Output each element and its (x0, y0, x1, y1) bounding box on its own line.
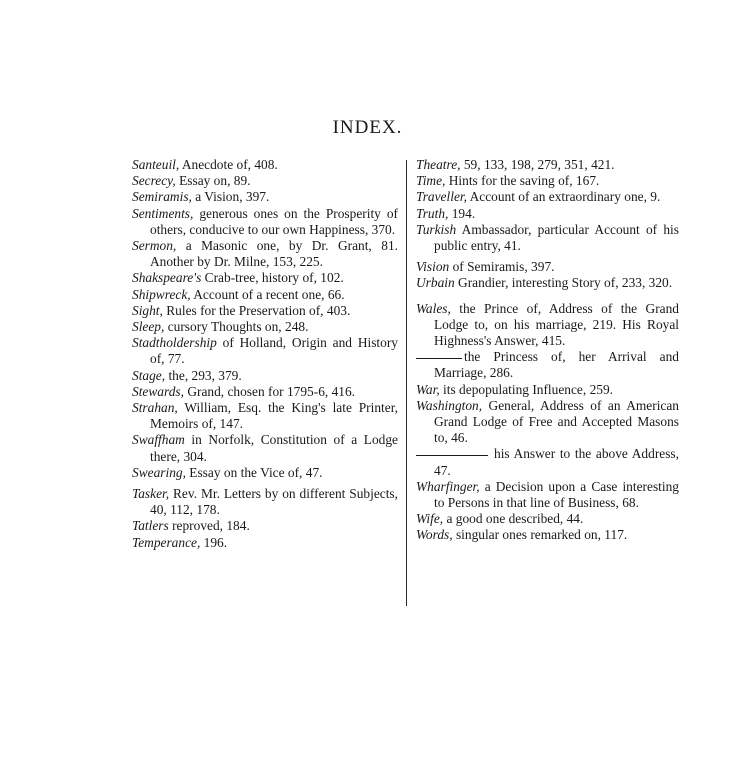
column-divider (406, 160, 407, 606)
index-entry: Time, Hints for the saving of, 167. (416, 173, 600, 189)
index-entry: Swearing, Essay on the Vice of, 47. (132, 464, 323, 480)
index-entry: Wales, the Prince of, Address of the Grand Lodge to, on his marriage, 219. His Royal Highness's Answer, 415. (416, 300, 679, 349)
index-entry: Sentiments, generous ones on the Prosperity of others, conducive to our own Happiness, 370. (132, 205, 398, 237)
index-entry: Secrecy, Essay on, 89. (132, 173, 251, 189)
index-entry: Turkish Ambassador, particular Account of his public entry, 41. (416, 221, 679, 254)
index-entry: Wife, a good one described, 44. (416, 511, 584, 527)
index-entry: Sleep, cursory Thoughts on, 248. (132, 319, 309, 335)
left-column (132, 157, 398, 551)
index-entry: Temperance, 196. (132, 534, 228, 550)
index-entry: Shipwreck, Account of a recent one, 66. (132, 286, 345, 302)
index-entry: Tasker, Rev. Mr. Letters by on different Subjects, 40, 112, 178. (132, 486, 398, 518)
index-entry: Words, singular ones remarked on, 117. (416, 527, 628, 543)
index-entry: Truth, 194. (416, 205, 476, 221)
index-entry: Tatlers reproved, 184. (132, 518, 250, 534)
index-entry: Semiramis, a Vision, 397. (132, 189, 270, 205)
ditto-dash (416, 455, 488, 456)
index-entry: Washington, General, Address of an American Grand Lodge of Free and Accepted Masons to, 46. (416, 397, 679, 446)
index-entry: Shakspeare's Crab-tree, history of, 102. (132, 270, 344, 286)
index-entry: Vision of Semiramis, 397. (416, 259, 555, 275)
index-entry: Traveller, Account of an extraordinary one, 9. (416, 189, 661, 205)
index-entry: Sermon, a Masonic one, by Dr. Grant, 81. Another by Dr. Milne, 153, 225. (132, 238, 398, 270)
index-entry: Wharfinger, a Decision upon a Case interesting to Persons in that line of Business, 68. (416, 478, 679, 511)
index-entry: Santeuil, Anecdote of, 408. (132, 157, 278, 172)
index-entry: the Princess of, her Arrival and Marriage, 286. (416, 349, 679, 381)
ditto-dash (416, 358, 462, 359)
index-entry: Urbain Grandier, interesting Story of, 233, 320. (416, 275, 673, 291)
index-entry: Stage, the, 293, 379. (132, 367, 242, 383)
index-entry: Stadtholdership of Holland, Origin and History of, 77. (132, 335, 398, 367)
right-column (416, 157, 679, 544)
index-entry: Swaffham in Norfolk, Constitution of a Lodge there, 304. (132, 432, 398, 464)
page-title: INDEX. (332, 117, 403, 138)
index-entry: Strahan, William, Esq. the King's late Printer, Memoirs of, 147. (132, 400, 398, 432)
index-entry: Sight, Rules for the Preservation of, 403. (132, 302, 351, 318)
index-entry: Stewards, Grand, chosen for 1795-6, 416. (132, 383, 356, 399)
index-entry: his Answer to the above Address, 47. (416, 446, 679, 478)
index-entry: War, its depopulating Influence, 259. (416, 381, 613, 397)
index-entry: Theatre, 59, 133, 198, 279, 351, 421. (416, 157, 615, 172)
